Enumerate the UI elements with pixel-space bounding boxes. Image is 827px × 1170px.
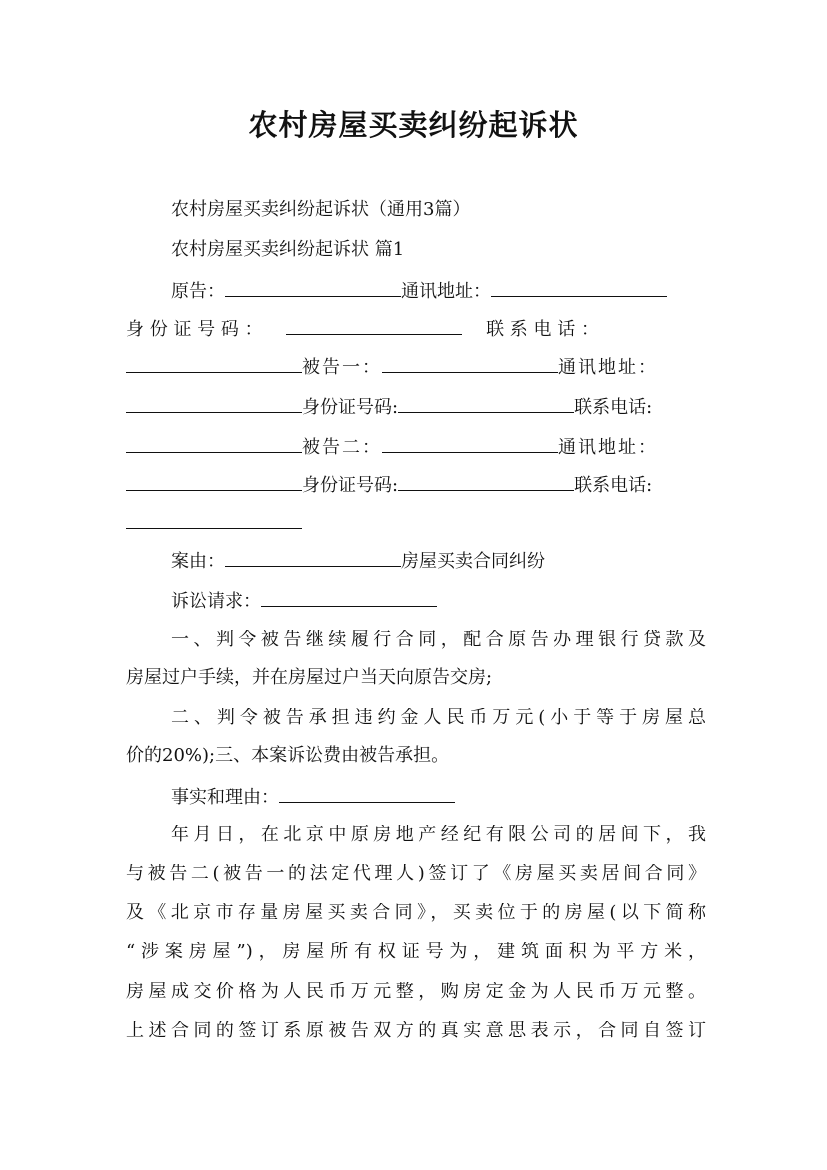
- defendant2-label: 被告二：: [302, 437, 382, 458]
- claims-line: [171, 590, 706, 612]
- plaintiff-name-blank: [225, 280, 401, 297]
- plaintiff-id-line: [126, 318, 706, 340]
- document-subtitle: 农村房屋买卖纠纷起诉状（通用3篇）: [171, 199, 471, 220]
- facts-paragraph-line-2: 与被告二(被告一的法定代理人)签订了《房屋买卖居间合同》: [126, 864, 706, 884]
- facts-paragraph-line-3: 及《北京市存量房屋买卖合同》，买卖位于的房屋(以下简称: [126, 903, 706, 923]
- plaintiff-line: [171, 280, 706, 302]
- id-number-label-spaced: 身 份 证 号 码 ：: [126, 319, 263, 340]
- defendant2-phone-label: 联系电话:: [574, 475, 653, 496]
- defendant1-id-label: 身份证号码:: [302, 397, 399, 418]
- defendant1-name-blank: [382, 356, 558, 373]
- defendant2-phone-blank: [126, 512, 302, 529]
- claim2-line2: 价的20%);三、本案诉讼费由被告承担。: [126, 745, 450, 766]
- defendant1-phone-label: 联系电话:: [574, 397, 653, 418]
- defendant1-line: [126, 356, 706, 378]
- defendant1-id-blank: [398, 396, 574, 413]
- facts-label: 事实和理由：: [171, 787, 279, 808]
- defendant2-address-label: 通讯地址：: [558, 437, 658, 458]
- defendant1-address-label: 通讯地址：: [558, 357, 658, 378]
- plaintiff-address-label: 通讯地址：: [401, 281, 491, 302]
- facts-paragraph-line-6: 上述合同的签订系原被告双方的真实意思表示，合同自签订: [126, 1021, 706, 1041]
- defendant2-address-blank: [126, 474, 302, 491]
- plaintiff-phone-blank: [126, 356, 302, 373]
- facts-blank: [279, 786, 455, 803]
- facts-paragraph-line-1: 年月日，在北京中原房地产经纪有限公司的居间下，我: [171, 825, 706, 845]
- plaintiff-address-blank: [491, 280, 667, 297]
- plaintiff-label: 原告：: [171, 281, 225, 302]
- defendant2-id-label: 身份证号码:: [302, 475, 399, 496]
- plaintiff-id-blank: [286, 318, 462, 335]
- claim2-line1: 二、判令被告承担违约金人民币万元(小于等于房屋总: [171, 708, 706, 728]
- defendant1-id-line: [126, 396, 706, 418]
- facts-paragraph-line-4: “涉案房屋”)，房屋所有权证号为，建筑面积为平方米，: [126, 942, 706, 962]
- defendant2-id-blank: [398, 474, 574, 491]
- cause-value: 房屋买卖合同纠纷: [401, 551, 545, 572]
- facts-line: [171, 786, 706, 808]
- defendant2-id-line: [126, 474, 706, 496]
- claims-blank: [261, 590, 437, 607]
- cause-blank: [225, 550, 401, 567]
- defendant2-phone-line: [126, 512, 706, 534]
- cause-label: 案由：: [171, 551, 225, 572]
- defendant2-name-blank: [382, 436, 558, 453]
- cause-line: [171, 550, 706, 572]
- claim1-line2: 房屋过户手续，并在房屋过户当天向原告交房;: [126, 667, 493, 688]
- claims-label: 诉讼请求：: [171, 591, 261, 612]
- phone-label-spaced: 联 系 电 话 ：: [486, 319, 599, 340]
- section-heading: 农村房屋买卖纠纷起诉状 篇1: [171, 239, 405, 260]
- document-title: 农村房屋买卖纠纷起诉状: [248, 108, 579, 142]
- claim1-line1: 一、判令被告继续履行合同，配合原告办理银行贷款及: [171, 630, 706, 650]
- defendant1-label: 被告一：: [302, 357, 382, 378]
- defendant1-phone-blank: [126, 436, 302, 453]
- defendant2-line: [126, 436, 706, 458]
- defendant1-address-blank: [126, 396, 302, 413]
- facts-paragraph-line-5: 房屋成交价格为人民币万元整，购房定金为人民币万元整。: [126, 982, 706, 1002]
